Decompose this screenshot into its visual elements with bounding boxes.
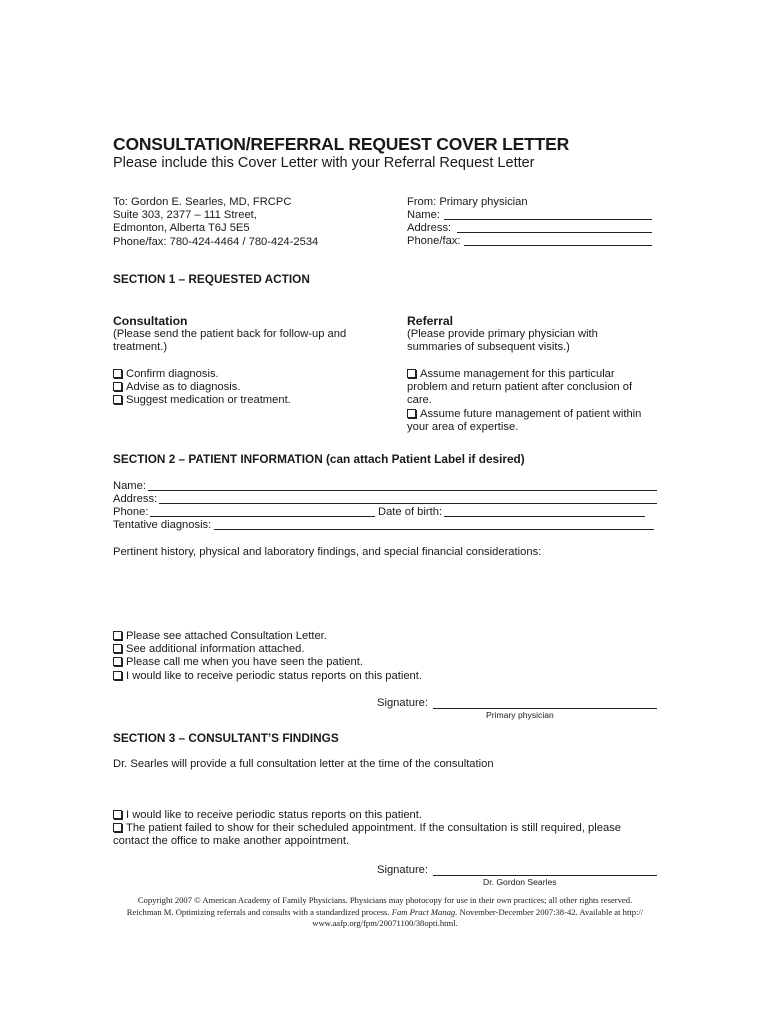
patient-option[interactable] [113,630,422,643]
section3-option[interactable] [113,822,621,835]
page-subtitle: Please include this Cover Letter with your Referral Request Letter [113,155,535,171]
to-line-1: To: Gordon E. Searles, MD, FRCPC [113,196,292,208]
patient-diagnosis-label: Tentative diagnosis: [113,519,212,531]
referral-option-2-line-2: your area of expertise. [407,420,519,433]
signature-label-primary: Signature: [377,697,428,709]
to-line-3: Edmonton, Alberta T6J 5E5 [113,222,250,235]
checkbox-icon[interactable] [113,369,122,378]
referral-desc-line-2: summaries of subsequent visits.) [407,341,570,354]
from-phone-label: Phone/fax: [407,235,461,247]
from-name-field[interactable] [444,219,652,220]
section3-option-2-line-2: contact the office to make another appointment. [113,835,350,848]
section3-option[interactable] [113,809,621,822]
section3-option-1-label: I would like to receive periodic status reports on this patient. [126,809,422,821]
referral-option-1-line-3: care. [407,394,432,407]
referral-heading: Referral [407,314,454,328]
checkbox-icon[interactable] [113,395,122,404]
copyright-line-1: Copyright 2007 © American Academy of Family Physicians. Physicians may photocopy for use in their own practices; all other rights reserved. [137,895,633,905]
copyright-line-2 [110,907,660,919]
consultation-heading: Consultation [113,314,188,328]
consultation-desc [113,328,346,354]
history-label: Pertinent history, physical and laboratory findings, and special financial considerations: [113,546,542,558]
referral-desc [407,328,598,354]
consultation-option-label: Confirm diagnosis. [126,368,219,380]
to-block [113,196,318,249]
from-heading: From: Primary physician [407,196,528,208]
consultation-option-label: Suggest medication or treatment. [126,394,291,407]
citation-text: Reichman M. Optimizing referrals and consults with a standardized process. [126,906,390,917]
checkbox-icon[interactable] [113,631,122,640]
patient-option[interactable] [113,656,422,669]
patient-address-label: Address: [113,493,158,505]
citation-date: November-December 2007:38-42. Available at http:// [459,906,644,917]
checkbox-icon[interactable] [113,671,122,680]
to-line-2: Suite 303, 2377 – 111 Street, [113,209,257,222]
to-line-4: Phone/fax: 780-424-4464 / 780-424-2534 [113,235,319,248]
patient-options [113,630,422,683]
copyright-footer [110,895,660,930]
consultation-option[interactable] [113,381,291,394]
checkbox-icon[interactable] [113,382,122,391]
patient-option[interactable] [113,670,422,683]
checkbox-icon[interactable] [407,409,416,418]
patient-option[interactable] [113,643,422,656]
patient-phone-label: Phone: [113,506,149,518]
signature-caption-primary: Primary physician [486,710,554,720]
page-title: CONSULTATION/REFERRAL REQUEST COVER LETTER [113,134,570,154]
referral-option[interactable] [407,368,641,381]
patient-name-label: Name: [113,480,146,492]
checkbox-icon[interactable] [407,369,416,378]
section3-option-2-line-1: The patient failed to show for their scheduled appointment. If the consultation is still required, please [126,822,622,835]
from-address-field[interactable] [457,232,652,233]
patient-dob-label: Date of birth: [378,506,443,518]
section2-title: SECTION 2 – PATIENT INFORMATION (can attach Patient Label if desired) [113,452,525,466]
journal-name: Fam Pract Manag. [391,906,458,917]
signature-field-consultant[interactable] [433,875,657,876]
section3-options [113,809,621,849]
consultation-desc-line-1: (Please send the patient back for follow-up and [113,328,347,340]
referral-desc-line-1: (Please provide primary physician with [407,328,598,340]
consultation-option-label: Advise as to diagnosis. [126,381,241,394]
checkbox-icon[interactable] [113,644,122,653]
copyright-line-3[interactable]: www.aafp.org/fpm/20071100/38opti.html. [312,918,458,928]
consultation-options [113,368,291,408]
referral-option[interactable] [407,408,641,421]
from-phone-field[interactable] [464,245,652,246]
patient-name-field[interactable] [148,490,657,491]
patient-address-field[interactable] [159,503,657,504]
referral-options [407,368,641,434]
checkbox-icon[interactable] [113,657,122,666]
section1-title: SECTION 1 – REQUESTED ACTION [113,272,310,286]
patient-option-label: See additional information attached. [126,643,305,656]
patient-dob-field[interactable] [444,516,645,517]
checkbox-icon[interactable] [113,823,122,832]
checkbox-icon[interactable] [113,810,122,819]
signature-caption-consultant: Dr. Gordon Searles [483,877,557,887]
from-name-label: Name: [407,209,440,221]
from-address-label: Address: [407,222,452,234]
consultation-desc-line-2: treatment.) [113,341,168,354]
consultation-option[interactable] [113,394,291,407]
patient-phone-field[interactable] [150,516,375,517]
patient-diagnosis-field[interactable] [214,529,654,530]
consultation-option[interactable] [113,368,291,381]
referral-option-1-line-2: problem and return patient after conclusion of [407,381,633,394]
section3-note: Dr. Searles will provide a full consultation letter at the time of the consultation [113,758,494,770]
referral-option-2-line-1: Assume future management of patient within [420,407,642,420]
patient-option-label: Please call me when you have seen the patient. [126,656,363,669]
section3-title: SECTION 3 – CONSULTANT’S FINDINGS [113,731,339,745]
patient-option-label: I would like to receive periodic status reports on this patient. [126,669,422,682]
signature-field-primary[interactable] [433,708,657,709]
patient-option-label: Please see attached Consultation Letter. [126,630,327,642]
referral-option-1-line-1: Assume management for this particular [420,368,615,380]
signature-label-consultant: Signature: [377,864,428,876]
